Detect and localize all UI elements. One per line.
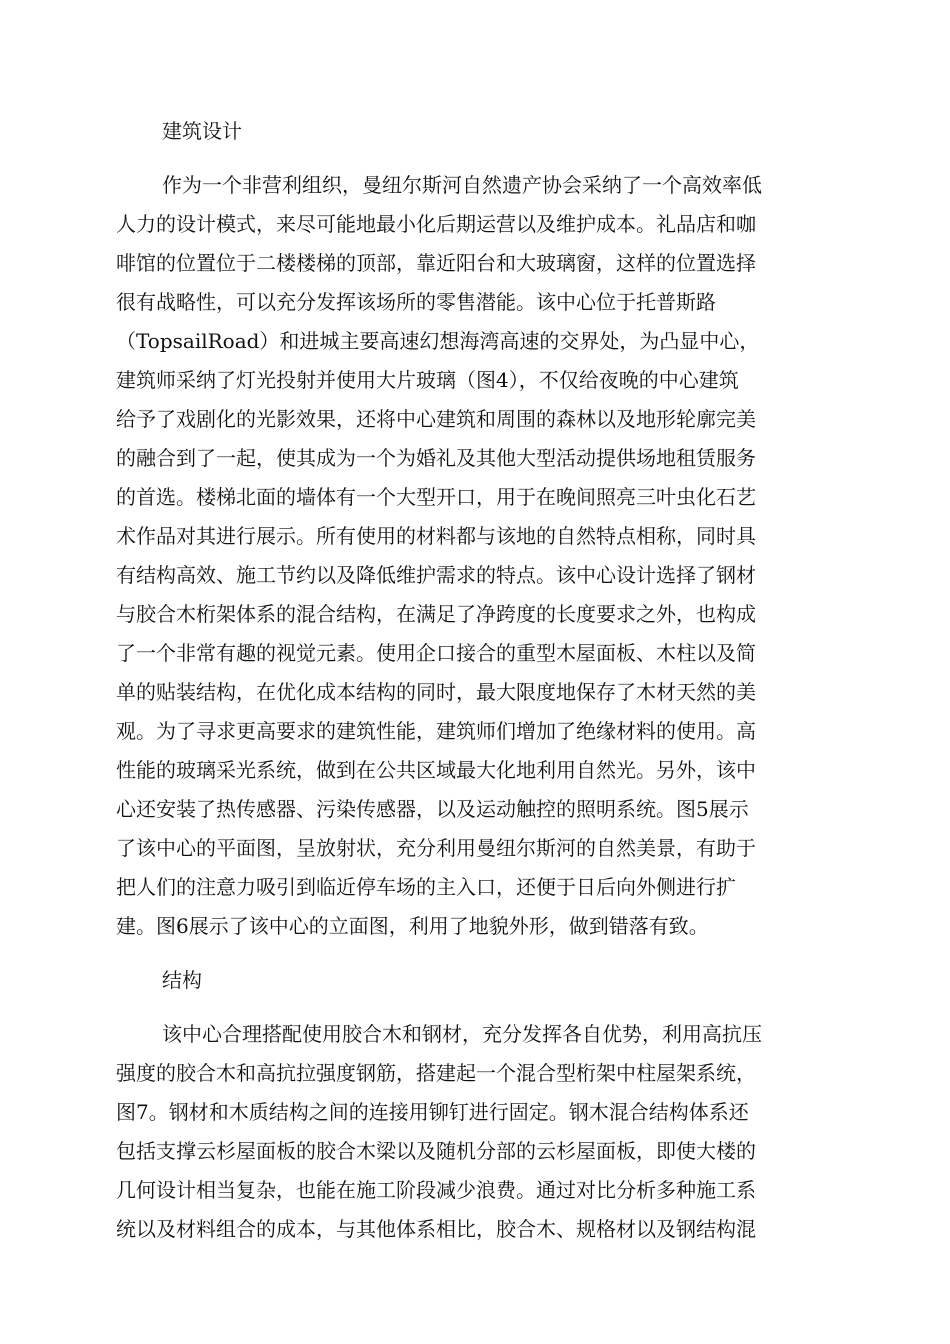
- paragraph-line: 啡馆的位置位于二楼楼梯的顶部，靠近阳台和大玻璃窗，这样的位置选择: [116, 251, 756, 275]
- paragraph-line: 该中心合理搭配使用胶合木和钢材，充分发挥各自优势，利用高抗压: [162, 1022, 762, 1046]
- paragraph-line: 把人们的注意力吸引到临近停车场的主入口，还便于日后向外侧进行扩: [116, 875, 736, 899]
- paragraph-line: 性能的玻璃采光系统，做到在公共区域最大化地利用自然光。另外，该中: [116, 758, 756, 782]
- paragraph-line: 与胶合木桁架体系的混合结构，在满足了净跨度的长度要求之外，也构成: [116, 602, 756, 626]
- paragraph-line: 心还安装了热传感器、污染传感器，以及运动触控的照明系统。图5展示: [116, 797, 749, 821]
- paragraph-line: 观。为了寻求更高要求的建筑性能，建筑师们增加了绝缘材料的使用。高: [116, 719, 756, 743]
- paragraph-line: 的融合到了一起，使其成为一个为婚礼及其他大型活动提供场地租赁服务: [116, 446, 756, 470]
- paragraph-line: 强度的胶合木和高抗拉强度钢筋，搭建起一个混合型桁架中柱屋架系统，: [116, 1061, 756, 1085]
- paragraph-line: 了一个非常有趣的视觉元素。使用企口接合的重型木屋面板、木柱以及简: [116, 641, 756, 665]
- paragraph-line: 有结构高效、施工节约以及降低维护需求的特点。该中心设计选择了钢材: [116, 563, 756, 587]
- section-heading-architectural-design: 建筑设计: [162, 119, 242, 143]
- paragraph-line: 很有战略性，可以充分发挥该场所的零售潜能。该中心位于托普斯路: [116, 290, 716, 314]
- paragraph-line: 统以及材料组合的成本，与其他体系相比，胶合木、规格材以及钢结构混: [116, 1217, 756, 1241]
- paragraph-line: 几何设计相当复杂，也能在施工阶段减少浪费。通过对比分析多种施工系: [116, 1178, 756, 1202]
- paragraph-line: 的首选。楼梯北面的墙体有一个大型开口，用于在晚间照亮三叶虫化石艺: [116, 485, 756, 509]
- paragraph-line: 给予了戏剧化的光影效果，还将中心建筑和周围的森林以及地形轮廓完美: [116, 407, 756, 431]
- paragraph-line: （TopsailRoad）和进城主要高速幻想海湾高速的交界处，为凸显中心，: [116, 329, 760, 353]
- paragraph-line: 包括支撑云杉屋面板的胶合木梁以及随机分部的云杉屋面板，即使大楼的: [116, 1139, 756, 1163]
- paragraph-line: 单的贴装结构，在优化成本结构的同时，最大限度地保存了木材天然的美: [116, 680, 756, 704]
- paragraph-line: 了该中心的平面图，呈放射状，充分利用曼纽尔斯河的自然美景，有助于: [116, 836, 756, 860]
- paragraph-line: 建筑师采纳了灯光投射并使用大片玻璃（图4），不仅给夜晚的中心建筑: [116, 368, 739, 392]
- paragraph-line: 图7。钢材和木质结构之间的连接用铆钉进行固定。钢木混合结构体系还: [116, 1100, 749, 1124]
- section-heading-structure: 结构: [162, 968, 202, 992]
- paragraph-line: 人力的设计模式，来尽可能地最小化后期运营以及维护成本。礼品店和咖: [116, 212, 756, 236]
- paragraph-line: 术作品对其进行展示。所有使用的材料都与该地的自然特点相称，同时具: [116, 524, 756, 548]
- paragraph-line: 建。图6展示了该中心的立面图，利用了地貌外形，做到错落有致。: [116, 914, 709, 938]
- paragraph-line: 作为一个非营利组织，曼纽尔斯河自然遗产协会采纳了一个高效率低: [162, 173, 762, 197]
